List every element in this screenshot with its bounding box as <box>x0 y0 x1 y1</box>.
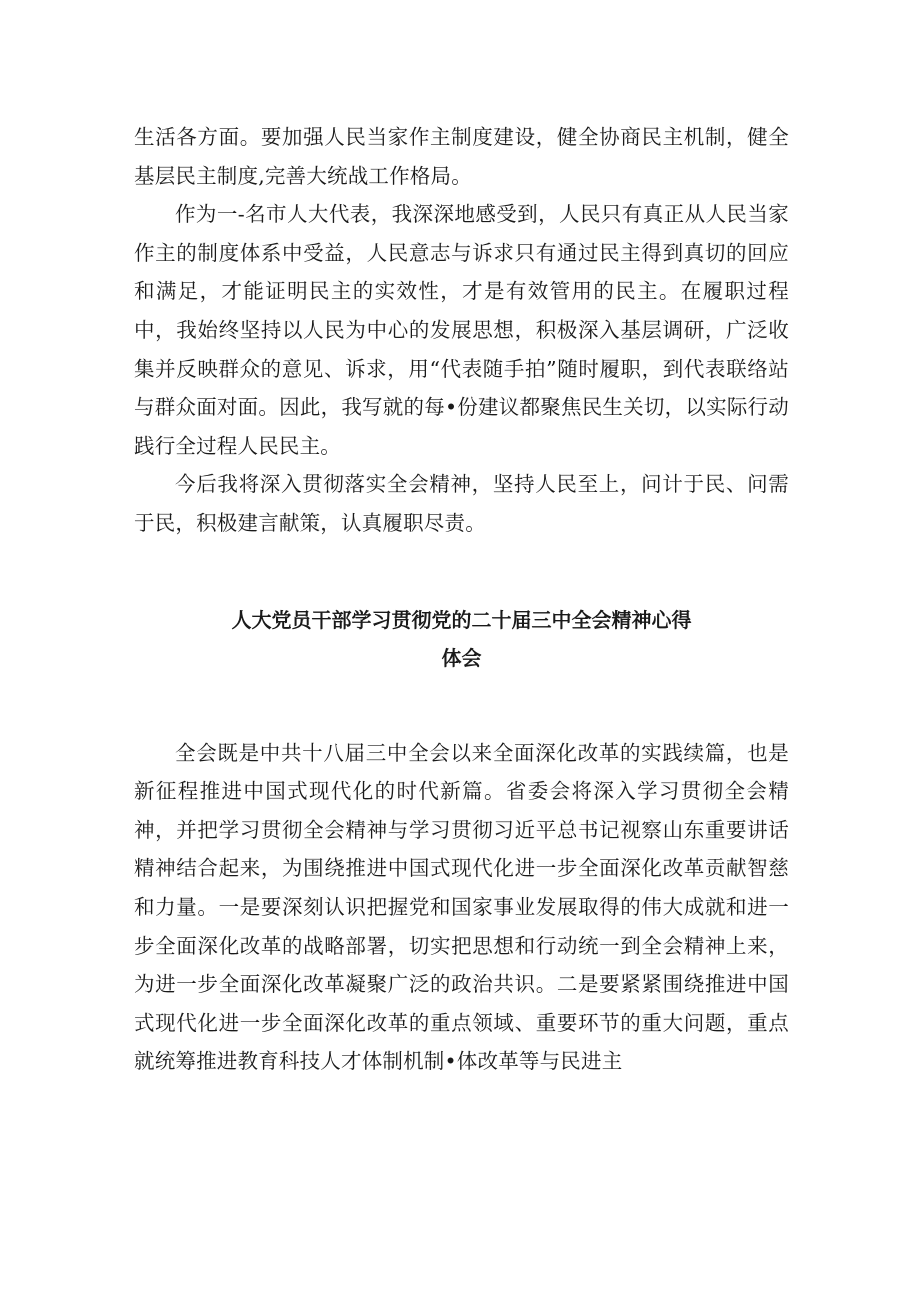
paragraph-future-commitment: 今后我将深入贯彻落实全会精神，坚持人民至上，问计于民、问需于民，积极建言献策，认真履职尽责。 <box>134 472 789 535</box>
article-title <box>134 601 789 677</box>
paragraph-representative-experience: 作为一-名市人大代表，我深深地感受到，人民只有真正从人民当家作主的制度体系中受益，人民意志与诉求只有通过民主得到真切的回应和满足，才能证明民主的实效性，才是有效管用的民主。在履职过程中，我始终坚持以人民为中心的发展思想，积极深入基层调研，广泛收集并反映群众的意见、诉求，用“代表随手拍”随时履职，到代表联络站与群众面对面。因此，我写就的每•份建议都聚焦民生关切，以实际行动践行全过程人民民主。 <box>134 202 789 458</box>
section-new-article <box>134 734 789 1081</box>
paragraph-plenary-session: 全会既是中共十八届三中全会以来全面深化改革的实践续篇，也是新征程推进中国式现代化的时代新篇。省委会将深入学习贯彻全会精神，并把学习贯彻全会精神与学习贯彻习近平总书记视察山东重要讲话精神结合起来，为围绕推进中国式现代化进一步全面深化改革贡献智慈和力量。一是要深刻认识把握党和国家事业发展取得的伟大成就和进一步全面深化改革的战略部署，切实把思想和行动统一到全会精神上来，为进一步全面深化改革凝聚广泛的政治共识。二是要紧紧围绕推进中国式现代化进一步全面深化改革的重点领域、重要环节的重大问题，重点就统筹推进教育科技人才体制机制•体改革等与民进主 <box>134 740 789 1074</box>
paragraph-continuation: 生活各方面。要加强人民当家作主制度建设，健全协商民主机制，健全基层民主制度,完善大统战工作格局。 <box>134 125 789 188</box>
article-title-line-2: 体会 <box>441 645 482 670</box>
section-previous-article <box>134 118 789 543</box>
article-title-line-1: 人大党员干部学习贯彻党的二十届三中全会精神心得 <box>231 607 692 632</box>
document-body <box>134 118 789 1081</box>
